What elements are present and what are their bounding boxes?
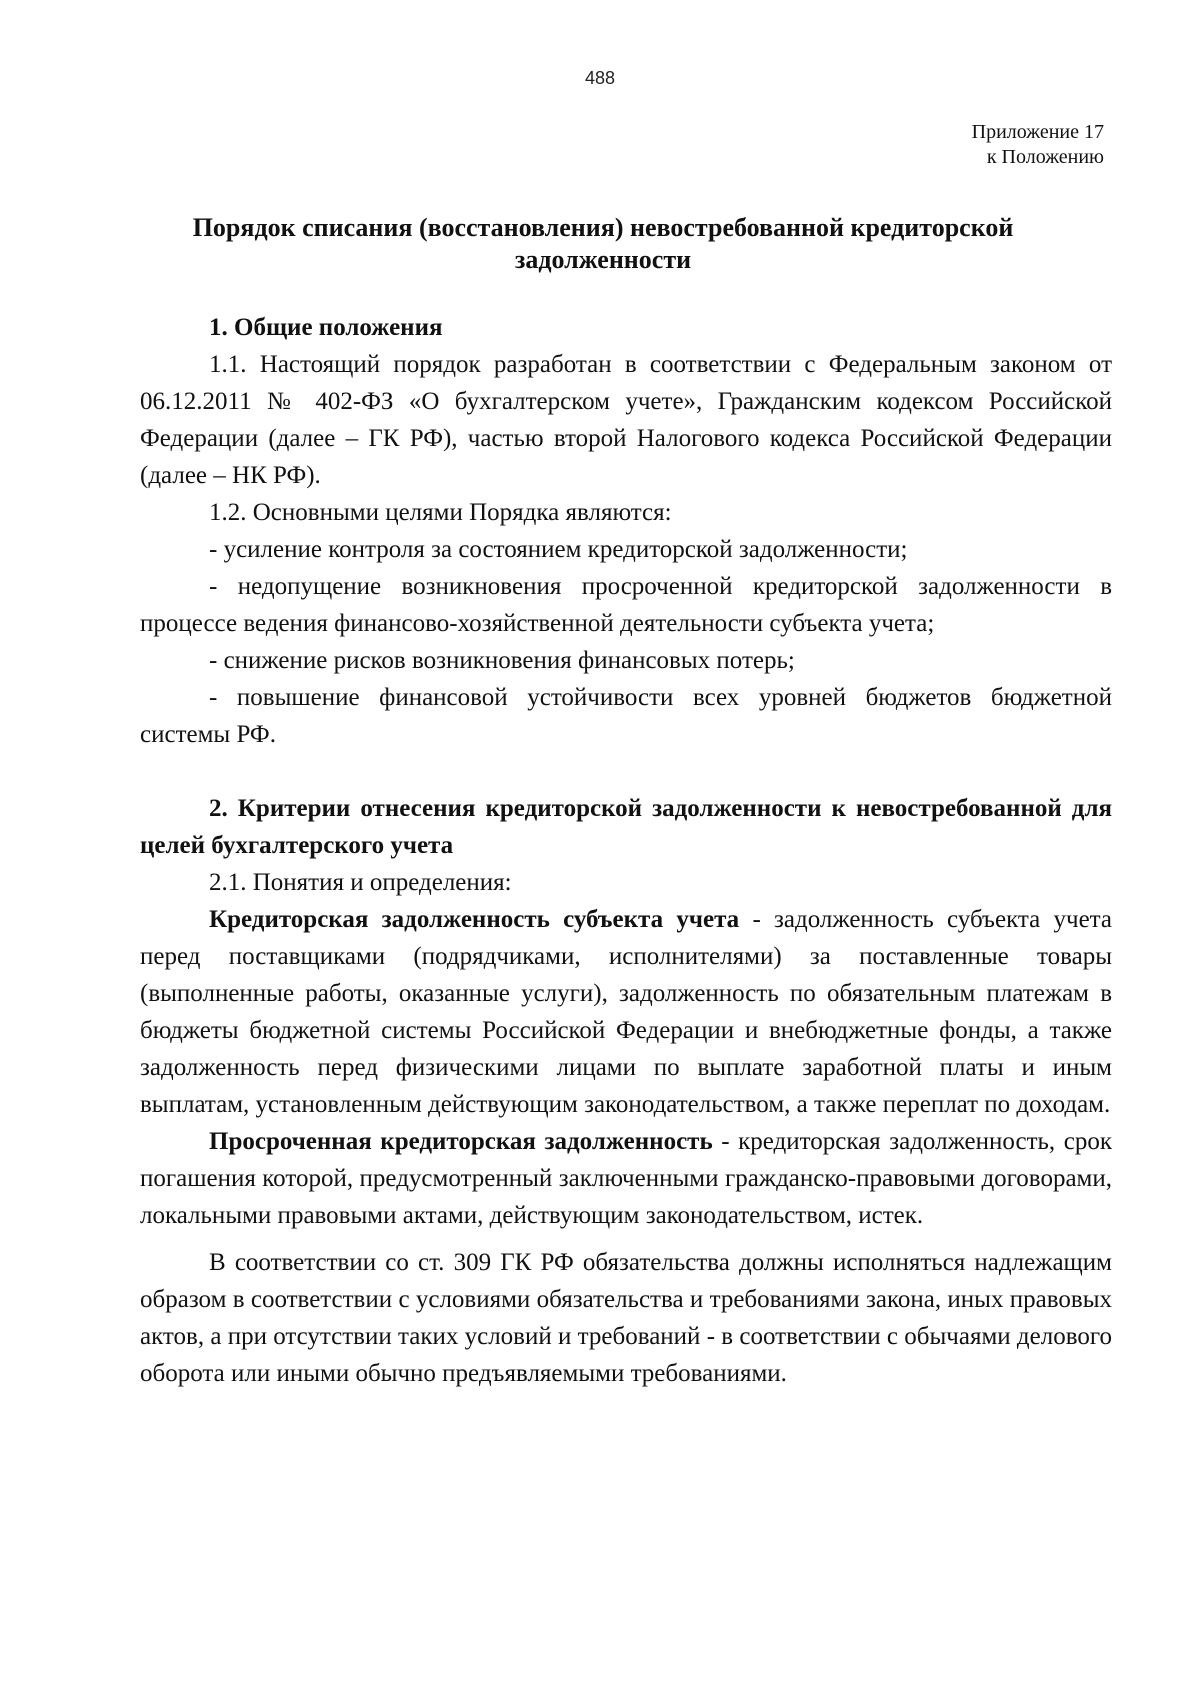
section-2-heading: 2. Критерии отнесения кредиторской задолженности к невостребованной для целей бухгалтерского учета: [140, 795, 1112, 859]
term-creditor-debt: Кредиторская задолженность субъекта учета: [209, 906, 740, 933]
goal-item: - снижение рисков возникновения финансовых потерь;: [209, 647, 795, 674]
definition-text: - задолженность субъекта учета перед поставщиками (подрядчиками, исполнителями) за поставленные товары (выполненные работы, оказанные услуги), задолженность по обязательным платежам в бюджеты бюджетной системы Российской Федерации и внебюджетные фонды, а также задолженность перед физическими лицами по выплате заработной платы и иным выплатам, установленным действующим законодательством, а также переплат по доходам.: [140, 906, 1113, 1118]
document-title: Порядок списания (восстановления) невостребованной кредиторской задолженности: [192, 213, 1014, 274]
document-body: [140, 309, 1112, 1392]
paragraph-art-309: В соответствии со ст. 309 ГК РФ обязательства должны исполняться надлежащим образом в соответствии с условиями обязательства и требованиями закона, иных правовых актов, а при отсутствии таких условий и требований - в соответствии с обычаями делового оборота или иными обычно предъявляемыми требованиями.: [140, 1249, 1112, 1387]
definition-text: - кредиторская задолженность, срок погашения которой, предусмотренный заключенными гражданско-правовыми договорами, локальными правовыми актами, действующим законодательством, истек.: [140, 1128, 1112, 1229]
goal-item: - усиление контроля за состоянием кредиторской задолженности;: [209, 536, 908, 563]
appendix-line-2: к Положению: [986, 146, 1104, 168]
definition-creditor-debt: [140, 901, 1112, 1123]
appendix-reference: [972, 120, 1104, 170]
definition-overdue-debt: [140, 1123, 1112, 1234]
paragraph-2-1: 2.1. Понятия и определения:: [209, 869, 512, 896]
section-1-heading: 1. Общие положения: [209, 314, 443, 341]
appendix-line-1: Приложение 17: [971, 121, 1104, 143]
goal-item: - повышение финансовой устойчивости всех уровней бюджетов бюджетной системы РФ.: [140, 684, 1112, 748]
paragraph-1-1: 1.1. Настоящий порядок разработан в соответствии с Федеральным законом от 06.12.2011 № 402-ФЗ «О бухгалтерском учете», Гражданским кодексом Российской Федерации (далее – ГК РФ), частью второй Налогового кодекса Российской Федерации (далее – НК РФ).: [140, 351, 1112, 489]
paragraph-1-2: 1.2. Основными целями Порядка являются:: [209, 499, 672, 526]
page-number: 488: [584, 68, 616, 88]
term-overdue-debt: Просроченная кредиторская задолженность: [209, 1128, 713, 1155]
goal-item: - недопущение возникновения просроченной кредиторской задолженности в процессе ведения финансово-хозяйственной деятельности субъекта учета;: [140, 573, 1112, 637]
